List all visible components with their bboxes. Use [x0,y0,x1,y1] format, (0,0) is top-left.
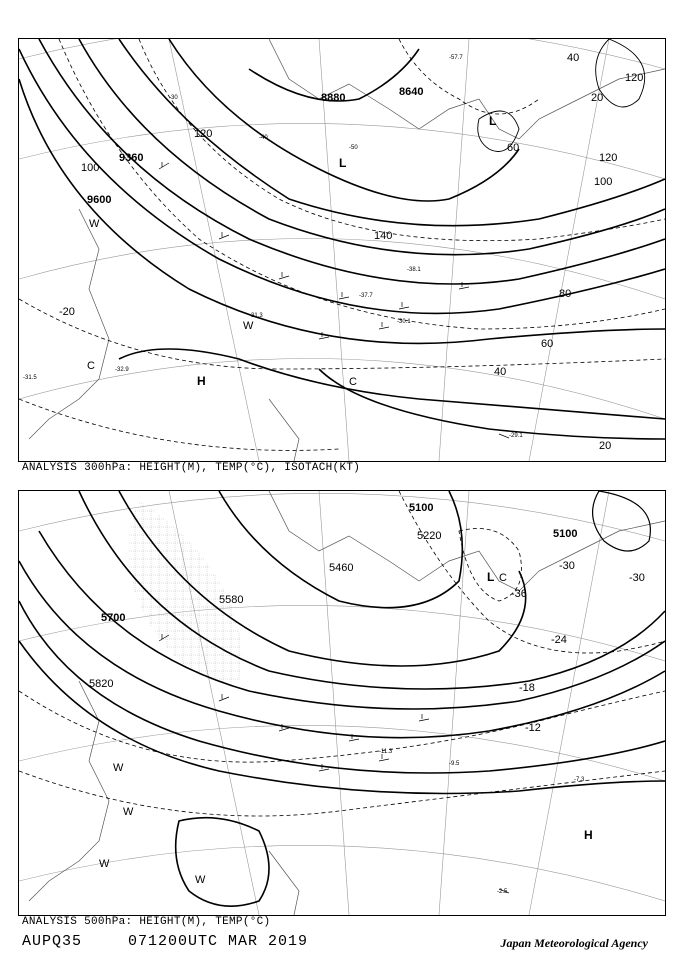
upper-air-chart-300hpa [18,38,666,462]
isotach-label: 20 [591,92,604,104]
height-contours [19,491,665,906]
isotherm-label: -30 [629,572,645,584]
height-label: 8880 [321,92,346,104]
warm-center-marker: W [195,874,206,886]
isotach-label: 120 [194,128,213,140]
height-label: 8640 [399,86,424,98]
height-label: 5580 [219,594,244,606]
cold-center-marker: C [349,376,357,388]
coastline [29,491,665,915]
warm-center-marker: W [243,320,254,332]
cold-center-marker: C [87,360,95,372]
temperature-value: -11.3 [379,749,393,755]
temperature-value: -32.9 [115,367,129,373]
temperature-value: -30.1 [397,319,411,325]
height-label: 5100 [409,502,434,514]
chart-300hpa-canvas [19,39,665,461]
temperature-value: -31.5 [23,375,37,381]
isotach-label: 40 [567,52,580,64]
temperature-value: -31.3 [249,313,263,319]
isotherm-label: -18 [519,682,535,694]
warm-center-marker: W [89,218,100,230]
isotach-label: 60 [541,338,554,350]
height-label: 9360 [119,152,144,164]
low-center-marker: L [339,156,347,170]
temperature-value: -38.1 [407,267,421,273]
isotach-label: 60 [507,142,520,154]
temperature-value: -40 [259,135,268,141]
height-label: 5700 [101,612,126,624]
warm-center-marker: W [113,762,124,774]
isotach-label: 100 [81,162,100,174]
cold-center-marker: C [499,572,507,584]
upper-air-chart-500hpa [18,490,666,916]
isotach-contours [478,39,645,152]
coastline [29,39,665,461]
isotherm-label: -24 [551,634,567,646]
isotherm-label: -20 [59,306,75,318]
chart-300hpa-caption: ANALYSIS 300hPa: HEIGHT(M), TEMP(°C), ISOTACH(KT) [22,462,361,474]
high-center-marker: H [197,374,206,388]
chart-500hpa-caption: ANALYSIS 500hPa: HEIGHT(M), TEMP(°C) [22,916,271,928]
isotach-label: 140 [374,230,393,242]
height-label: 5100 [553,528,578,540]
isotherm-label: -36 [511,588,527,600]
height-label: 5460 [329,562,354,574]
temperature-value: -2.5 [497,889,508,895]
isotach-label: 100 [594,176,613,188]
height-labels [87,86,423,206]
temperature-value: -29.1 [509,433,523,439]
isotach-label: 20 [599,440,612,452]
isotach-label: 120 [625,72,644,84]
moist-area-hatching [128,501,242,684]
temperature-value: -57.7 [449,55,463,61]
height-label: 5820 [89,678,114,690]
bulletin-code: AUPQ35 [22,933,83,950]
chart-500hpa-canvas [19,491,665,915]
closed-low-contour [593,491,651,551]
warm-center-marker: W [99,858,110,870]
warm-center-marker: W [123,806,134,818]
isotach-label: 80 [559,288,572,300]
isotherm-label: -12 [525,722,541,734]
low-center-marker: L [487,570,495,584]
temperature-value: -50 [349,145,358,151]
temperature-labels [379,560,645,895]
temperature-value: -30 [169,95,178,101]
temperature-value: -37.7 [359,293,373,299]
isotach-label: 120 [599,152,618,164]
low-center-marker: L [489,114,497,128]
agency-credit: Japan Meteorological Agency [500,936,648,950]
isotach-label: 40 [494,366,507,378]
height-label: 5220 [417,530,442,542]
temperature-value: -7.3 [574,777,585,783]
analysis-time: 071200UTC MAR 2019 [128,933,309,950]
height-label: 9600 [87,194,112,206]
isotherm-label: -30 [559,560,575,572]
temperature-value: -9.5 [449,761,460,767]
high-center-marker: H [584,828,593,842]
